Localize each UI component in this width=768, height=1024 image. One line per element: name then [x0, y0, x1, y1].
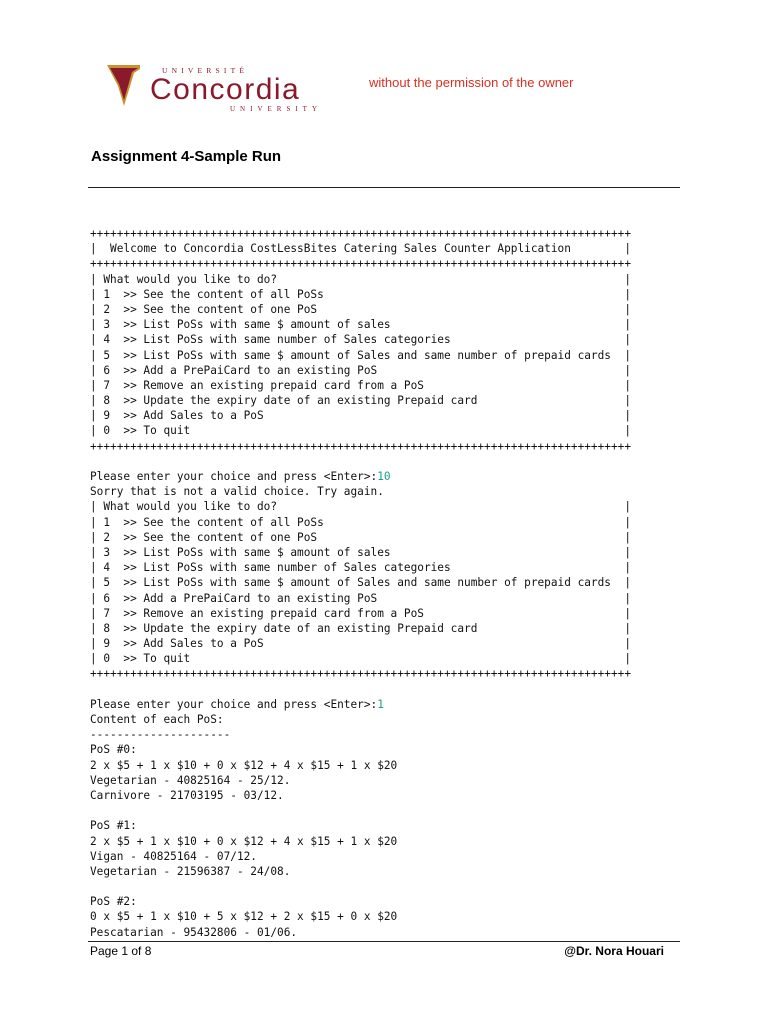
console-line — [90, 332, 631, 347]
console-line — [90, 469, 631, 484]
user-input-value: 10 — [377, 470, 391, 483]
console-line — [90, 378, 631, 393]
console-line-text: Content of each PoS: — [90, 713, 224, 726]
console-line — [90, 256, 631, 271]
user-input-value: 1 — [377, 697, 384, 711]
console-line — [90, 651, 631, 666]
console-line — [90, 348, 631, 363]
console-line — [90, 909, 631, 924]
console-line — [90, 682, 631, 697]
console-line — [90, 849, 631, 864]
logo-main-word: Concordia — [150, 73, 301, 106]
console-line — [90, 499, 631, 514]
concordia-logo — [104, 60, 349, 116]
console-line — [90, 408, 631, 423]
console-line — [90, 423, 631, 438]
console-line-text: Please enter your choice and press <Enter>: — [90, 470, 378, 483]
console-line-text: PoS #2: — [90, 895, 137, 909]
console-line — [90, 758, 631, 773]
console-line-text: | 0 >> To quit | — [90, 652, 631, 666]
logo-bottom-word: UNIVERSITY — [230, 105, 322, 113]
console-line — [90, 484, 631, 499]
page-number: Page 1 of 8 — [90, 944, 152, 958]
console-line-text: --------------------- — [90, 728, 231, 742]
console-line-text: Vigan - 40825164 - 07/12. — [90, 849, 257, 863]
console-line — [90, 575, 631, 590]
console-line — [90, 894, 631, 909]
document-title: Assignment 4-Sample Run — [91, 148, 282, 165]
console-line-text: | 9 >> Add Sales to a PoS | — [90, 637, 631, 651]
console-line-text: | 8 >> Update the expiry date of an existing Prepaid card | — [90, 621, 631, 635]
console-line-text: | 3 >> List PoSs with same $ amount of sales | — [90, 545, 631, 559]
footer-divider — [88, 941, 680, 942]
console-line-text: +++++++++++++++++++++++++++++++++++++++++++++++++++++++++++++++++++++++++++++++++ — [90, 439, 631, 453]
console-line — [90, 591, 631, 606]
console-line-text: | 5 >> List PoSs with same $ amount of Sales and same number of prepaid cards | — [90, 348, 631, 362]
console-line-text: | 6 >> Add a PrePaiCard to an existing PoS | — [90, 591, 631, 605]
console-line-text: Vegetarian - 40825164 - 25/12. — [90, 773, 291, 787]
console-line — [90, 727, 631, 742]
console-line — [90, 818, 631, 833]
console-line — [90, 636, 631, 651]
console-line — [90, 393, 631, 408]
console-line — [90, 788, 631, 803]
console-line-text: 2 x $5 + 1 x $10 + 0 x $12 + 4 x $15 + 1 x $20 — [90, 834, 398, 848]
console-line-text: | 1 >> See the content of all PoSs | — [90, 515, 631, 529]
console-line — [90, 560, 631, 575]
console-line-text: | 9 >> Add Sales to a PoS | — [90, 409, 631, 423]
console-line-text: | 4 >> List PoSs with same number of Sales categories | — [90, 561, 631, 575]
console-line-text: +++++++++++++++++++++++++++++++++++++++++++++++++++++++++++++++++++++++++++++++++ — [90, 227, 631, 240]
console-line-text: Pescatarian - 95432806 - 01/06. — [90, 925, 298, 939]
console-output — [90, 226, 631, 940]
console-line-text: +++++++++++++++++++++++++++++++++++++++++++++++++++++++++++++++++++++++++++++++++ — [90, 257, 631, 271]
logo-top-word: UNIVERSITÉ — [162, 66, 249, 75]
console-line-text: | 4 >> List PoSs with same number of Sales categories | — [90, 333, 631, 347]
console-line — [90, 530, 631, 545]
console-line-text: | 2 >> See the content of one PoS | — [90, 530, 631, 544]
author-credit: @Dr. Nora Houari — [564, 944, 664, 958]
console-line — [90, 454, 631, 469]
console-line-text: | What would you like to do? | — [90, 500, 631, 514]
console-line-text: 2 x $5 + 1 x $10 + 0 x $12 + 4 x $15 + 1 x $20 — [90, 758, 398, 772]
console-line — [90, 302, 631, 317]
console-line-text: | What would you like to do? | — [90, 272, 631, 286]
console-line — [90, 287, 631, 302]
console-line — [90, 606, 631, 621]
console-line-text: | 6 >> Add a PrePaiCard to an existing PoS | — [90, 363, 631, 377]
console-line-text: | 7 >> Remove an existing prepaid card from a PoS | — [90, 606, 631, 620]
console-line-text: Carnivore - 21703195 - 03/12. — [90, 788, 284, 802]
console-line-text: Sorry that is not a valid choice. Try again. — [90, 485, 384, 499]
console-line — [90, 363, 631, 378]
console-line — [90, 241, 631, 256]
console-line-text: 0 x $5 + 1 x $10 + 5 x $12 + 2 x $15 + 0 x $20 — [90, 910, 398, 924]
console-line — [90, 925, 631, 940]
console-line-text: | 0 >> To quit | — [90, 424, 631, 438]
console-line — [90, 834, 631, 849]
console-line — [90, 742, 631, 757]
console-line — [90, 545, 631, 560]
console-line — [90, 317, 631, 332]
console-line — [90, 621, 631, 636]
console-line-text: PoS #0: — [90, 743, 137, 757]
console-line — [90, 226, 631, 241]
console-line — [90, 712, 631, 727]
permission-notice: without the permission of the owner — [369, 75, 574, 90]
console-line-text: Please enter your choice and press <Enter>: — [90, 697, 378, 711]
console-line — [90, 515, 631, 530]
title-divider — [88, 187, 680, 188]
console-line — [90, 439, 631, 454]
console-line — [90, 803, 631, 818]
console-line — [90, 773, 631, 788]
console-line-text: | 2 >> See the content of one PoS | — [90, 302, 631, 316]
console-line-text: PoS #1: — [90, 819, 137, 833]
console-line-text: | 1 >> See the content of all PoSs | — [90, 287, 631, 301]
console-line-text: | 3 >> List PoSs with same $ amount of sales | — [90, 318, 631, 332]
console-line-text: | 8 >> Update the expiry date of an existing Prepaid card | — [90, 394, 631, 408]
console-line-text: | 5 >> List PoSs with same $ amount of Sales and same number of prepaid cards | — [90, 576, 631, 590]
console-line — [90, 879, 631, 894]
console-line — [90, 864, 631, 879]
console-line-text: | Welcome to Concordia CostLessBites Catering Sales Counter Application | — [90, 242, 631, 256]
console-line — [90, 697, 631, 712]
console-line — [90, 666, 631, 681]
console-line-text: Vegetarian - 21596387 - 24/08. — [90, 864, 291, 878]
console-line — [90, 272, 631, 287]
console-line-text: +++++++++++++++++++++++++++++++++++++++++++++++++++++++++++++++++++++++++++++++++ — [90, 667, 631, 681]
console-line-text: | 7 >> Remove an existing prepaid card from a PoS | — [90, 378, 631, 392]
